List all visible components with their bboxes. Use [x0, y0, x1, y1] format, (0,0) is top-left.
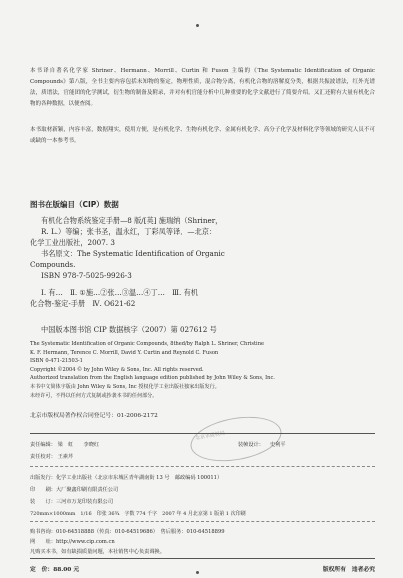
- divider: [30, 466, 375, 467]
- binder-line: 装 订：三河市万龙印装有限公司: [30, 499, 114, 505]
- english-line: Authorized translation from the English language edition published by John Wiley & Sons, Inc.: [30, 375, 275, 382]
- cip-number: 中国版本图书馆 CIP 数据核字（2007）第 027612 号: [41, 325, 217, 334]
- cip-block: [30, 215, 375, 309]
- return-policy-line: 凡购买本书，如有缺损质量问题，本社销售中心负责调换。: [30, 549, 165, 555]
- website-line: 网 址：http://www.cip.com.cn: [30, 539, 115, 545]
- english-line: 未经许可，不得以任何方式复制或抄袭本书的任何部分。: [30, 392, 158, 399]
- service-line: 购书咨询：010-64518888（传真：010-64519686） 售后服务：010-64518899: [30, 529, 225, 535]
- cip-line: 书名原文：The Systematic Identification of Organic: [41, 249, 225, 258]
- responsible-editor-names: 梁 虹 李晓红: [57, 442, 100, 448]
- proof-name: 王素芹: [57, 454, 74, 460]
- rights-notice: 版权所有 违者必究: [322, 567, 375, 573]
- price: 定 价：88.00 元: [30, 567, 80, 573]
- cip-line: 化学工业出版社，2007. 3: [30, 238, 115, 247]
- english-line: Copyright ©2004 © by John Wiley & Sons, Inc. All rights reserved.: [30, 366, 204, 373]
- cip-heading: 图书在版编目（CIP）数据: [30, 200, 119, 209]
- cip-line: Compounds.: [30, 260, 76, 269]
- design-name: 史利平: [270, 442, 286, 448]
- intro-paragraph-1: 本书译自著名化学家 Shriner、Hermann、Morrill、Curtin 和 Fuson 主编的《The Systematic Identification of Organic Compounds》第八版，全书主要内容包括未知物的鉴定，物理性质，混合物分离，有机化合物的溶解度分类，根据共振波谱法，红外光谱法，质谱法，官能团的化学测试，衍生物的制备及附录，并对有机官能分析中几种重要的化学文献进行了简要介绍。又汇还附有大量有机化合物的各种数据，以便查阅。: [30, 68, 375, 107]
- format-line: 720mm×1000mm 1/16 印张 36¾ 字数 774 千字 2007 年 4 月北京第 1 版第 1 次印刷: [30, 511, 246, 517]
- divider: [30, 558, 375, 559]
- divider: [30, 433, 375, 434]
- cip-line: 化合物-鉴定-手册 Ⅳ. O621-62: [30, 299, 136, 308]
- english-line: 本书中文简体字版由 John Wiley & Sons, Inc 授权化学工业出版社独家出版发行。: [30, 383, 220, 390]
- english-line: K. F. Hermann, Terence C. Morrill, David Y. Curtin and Reynold C. Fuson: [30, 349, 219, 356]
- editor-row: [30, 441, 375, 448]
- english-line: ISBN 0-471-21503-1: [30, 358, 83, 365]
- design-label: 装帧设计：: [238, 442, 264, 448]
- crop-mark: [196, 24, 199, 27]
- intro-paragraph-2: 本书取材新颖，内容丰富，数据翔实，使用方便，是有机化学、生物有机化学、金属有机化学、高分子化学及材料化学等领域的研究人员不可或缺的一本参考书。: [30, 127, 375, 144]
- responsible-editor-label: 责任编辑：: [30, 442, 56, 448]
- cip-line: R. L.）等编；张书圣，温永红，丁彩凤等译．—北京：: [41, 227, 217, 236]
- english-line: The Systematic Identification of Organic Compounds, 8thed/by Ralph L. Shriner, Christine: [30, 341, 264, 347]
- proof-label: 责任校对：: [30, 454, 56, 460]
- crop-mark: [196, 571, 199, 574]
- cip-line: ISBN 978-7-5025-9926-3: [41, 271, 132, 280]
- copyright-stamp-text: 北京市版权局: [194, 430, 226, 442]
- english-copyright-block: [30, 340, 375, 400]
- contract-registration: 北京市版权局著作权合同登记号：01-2006-2172: [30, 413, 158, 419]
- cip-line: 有机化合物系统鉴定手册—8 版/[英] 施瑞纳（Shriner，: [41, 216, 223, 225]
- publisher-line: 出版发行：化学工业出版社（北京市东城区青年湖南街 13 号 邮政编码 100011）: [30, 475, 223, 481]
- cip-line: Ⅰ. 有… Ⅱ. ①施…②张…③温…④丁… Ⅲ. 有机: [41, 288, 198, 297]
- printer-line: 印 刷：大厂聚鑫印刷有限责任公司: [30, 487, 119, 493]
- divider: [30, 521, 375, 522]
- proof-row: [30, 453, 375, 460]
